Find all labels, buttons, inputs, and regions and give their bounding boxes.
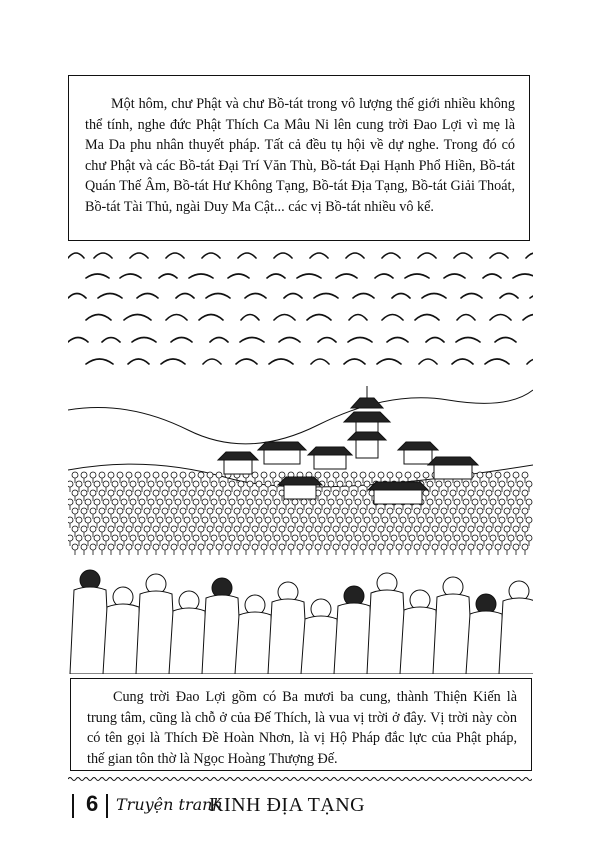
footer-bar-right <box>106 794 108 818</box>
series-label: Truyện tranh <box>116 795 223 814</box>
page-footer <box>68 792 538 822</box>
page-number: 6 <box>86 791 99 816</box>
book-title: KINH ĐỊA TẠNG <box>209 794 366 816</box>
illustration-panel <box>68 250 533 674</box>
top-caption-box <box>68 75 530 241</box>
heavenly-palace-assembly-icon <box>68 250 533 674</box>
wave-divider <box>68 776 532 782</box>
footer-bar-left <box>72 794 74 818</box>
bottom-caption-box <box>70 678 532 771</box>
top-caption-text: Một hôm, chư Phật và chư Bồ-tát trong vô lượng thế giới nhiều không thể tính, nghe đức Phật Thích Ca Mâu Ni lên cung trời Đao Lợi vì mẹ là Ma Da phu nhân thuyết pháp. Tất cả đều tụ hội về dự nghe. Trong đó có chư Phật và các Bồ-tát Đại Trí Văn Thù, Bồ-tát Đại Hạnh Phổ Hiền, Bồ-tát Quán Thế Âm, Bồ-tát Hư Không Tạng, Bồ-tát Địa Tạng, Bồ-tát Giải Thoát, Bồ-tát Tài Thủ, ngài Duy Ma Cật... các vị Bồ-tát nhiều vô kể. <box>85 96 515 215</box>
bottom-caption-text: Cung trời Đao Lợi gồm có Ba mươi ba cung, thành Thiện Kiến là trung tâm, cũng là chỗ ở của Đế Thích, là vua vị trời ở đây. Vị trời này còn có tên gọi là Thích Đề Hoàn Nhơn, là vị Hộ Pháp đắc lực của Phật pháp, thế gian tôn thờ là Ngọc Hoàng Thượng Đế. <box>87 689 517 767</box>
